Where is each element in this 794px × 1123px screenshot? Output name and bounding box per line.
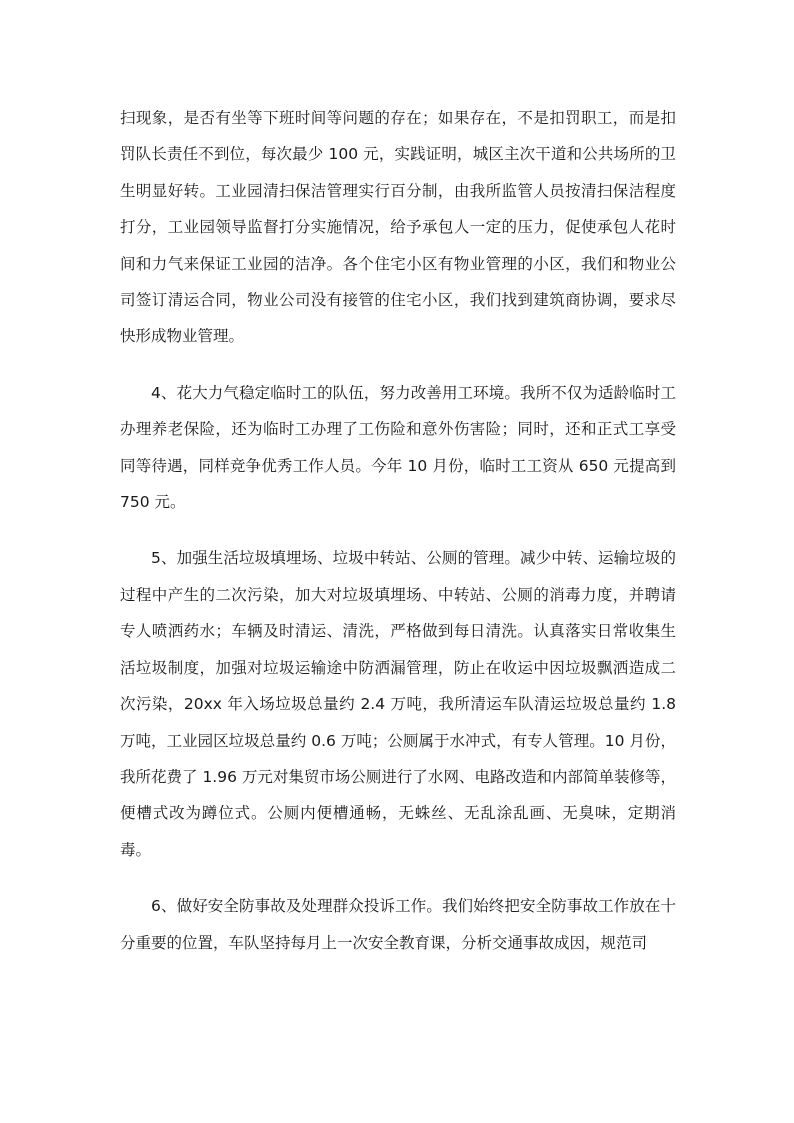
paragraph-5-garbage-management: 5、加强生活垃圾填埋场、垃圾中转站、公厕的管理。减少中转、运输垃圾的过程中产生的二次污染，加大对垃圾填埋场、中转站、公厕的消毒力度，并聘请专人喷洒药水；车辆及时清运、清洗，严格做到每日清洗。认真落实日常收集生活垃圾制度，加强对垃圾运输途中防洒漏管理，防止在收运中因垃圾飘洒造成二次污染，20xx 年入场垃圾总量约 2.4 万吨，我所清运车队清运垃圾总量约 1.8 万吨，工业园区垃圾总量约 0.6 万吨；公厕属于水冲式，有专人管理。10 月份，我所花费了 1.96 万元对集贸市场公厕进行了水网、电路改造和内部简单装修等，便槽式改为蹲位式。公厕内便槽通畅，无蛛丝、无乱涂乱画、无臭味，定期消毒。 bbox=[120, 549, 676, 859]
paragraph-gongyeyuan-management: 扫现象，是否有坐等下班时间等问题的存在；如果存在，不是扣罚职工，而是扣罚队长责任不到位，每次最少 100 元，实践证明，城区主次干道和公共场所的卫生明显好转。工业园清扫保洁管理实行百分制，由我所监管人员按清扫保洁程度打分，工业园领导监督打分实施情况，给予承包人一定的压力，促使承包人花时间和力气来保证工业园的洁净。各个住宅小区有物业管理的小区，我们和物业公司签订清运合同，物业公司没有接管的住宅小区，我们找到建筑商协调，要求尽快形成物业管理。 bbox=[120, 109, 676, 346]
paragraph-4-temporary-workers: 4、花大力气稳定临时工的队伍，努力改善用工环境。我所不仅为适龄临时工办理养老保险，还为临时工办理了工伤险和意外伤害险；同时，还和正式工享受同等待遇，同样竞争优秀工作人员。今年 10 月份，临时工工资从 650 元提高到 750 元。 bbox=[120, 383, 676, 512]
paragraph-6-safety-complaints: 6、做好安全防事故及处理群众投诉工作。我们始终把安全防事故工作放在十分重要的位置，车队坚持每月上一次安全教育课，分析交通事故成因，规范司 bbox=[120, 897, 676, 952]
document-body bbox=[120, 100, 676, 961]
